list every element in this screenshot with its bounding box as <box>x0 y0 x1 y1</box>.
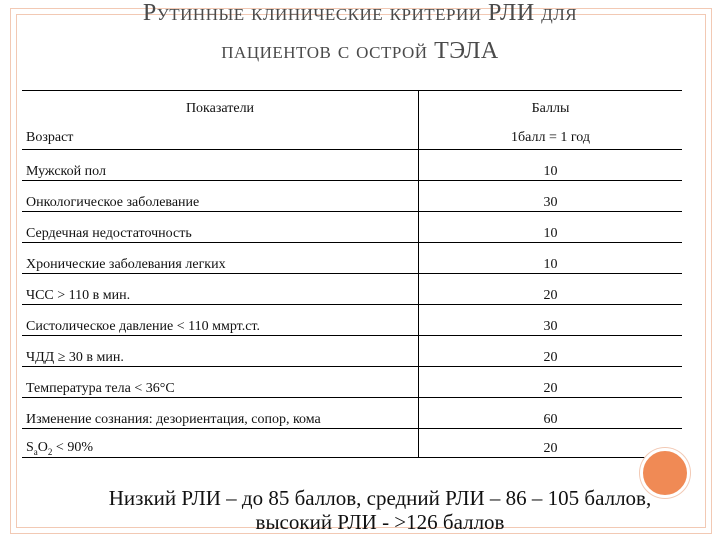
title-line-1: Рутинные клинические критерии РЛИ для <box>142 0 578 26</box>
row-score: 10 <box>419 243 683 274</box>
table-row <box>22 212 682 243</box>
sao2-threshold: < 90% <box>52 440 93 456</box>
table-row <box>22 243 682 274</box>
row-score: 30 <box>419 181 683 212</box>
row-name: ЧСС > 110 в мин. <box>22 274 419 305</box>
row-name: Систолическое давление < 110 ммрт.ст. <box>22 305 419 336</box>
header-indicator: Показатели <box>22 91 419 128</box>
row-name: Изменение сознания: дезориентация, сопор, кома <box>22 398 419 429</box>
sao2-sub-2: 2 <box>47 447 53 457</box>
sao2-s: S <box>26 440 34 456</box>
table-row <box>22 336 682 367</box>
row-name: Хронические заболевания легких <box>22 243 419 274</box>
title-line-2: пациентов с острой ТЭЛА <box>221 38 499 64</box>
sao2-sub-a: a <box>33 447 38 457</box>
table-row <box>22 367 682 398</box>
row-score: 20 <box>419 367 683 398</box>
row-name: Мужской пол <box>22 150 419 181</box>
table-row <box>22 127 682 150</box>
row-score: 30 <box>419 305 683 336</box>
row-name: Сердечная недостаточность <box>22 212 419 243</box>
row-score: 20 <box>419 429 683 458</box>
table-row <box>22 398 682 429</box>
sao2-o: O <box>37 440 48 456</box>
row-score: 20 <box>419 274 683 305</box>
row-name: Онкологическое заболевание <box>22 181 419 212</box>
criteria-table <box>22 90 682 458</box>
header-score: Баллы <box>419 91 683 128</box>
row-name: ЧДД ≥ 30 в мин. <box>22 336 419 367</box>
row-score: 60 <box>419 398 683 429</box>
table-row <box>22 150 682 181</box>
table-row <box>22 181 682 212</box>
table-header-row <box>22 91 682 128</box>
row-name: Возраст <box>22 127 419 150</box>
footer-note <box>40 486 720 534</box>
row-score: 10 <box>419 212 683 243</box>
row-score: 10 <box>419 150 683 181</box>
footer-line-2: высокий РЛИ - >126 баллов <box>255 510 505 534</box>
row-name: Температура тела < 36°С <box>22 367 419 398</box>
row-name-sao2 <box>22 429 419 458</box>
table-row <box>22 305 682 336</box>
row-score: 20 <box>419 336 683 367</box>
row-score: 1балл = 1 год <box>419 127 683 150</box>
table-row <box>22 274 682 305</box>
table-row <box>22 429 682 458</box>
footer-line-1: Низкий РЛИ – до 85 баллов, средний РЛИ – 86 – 105 баллов, <box>108 486 652 510</box>
